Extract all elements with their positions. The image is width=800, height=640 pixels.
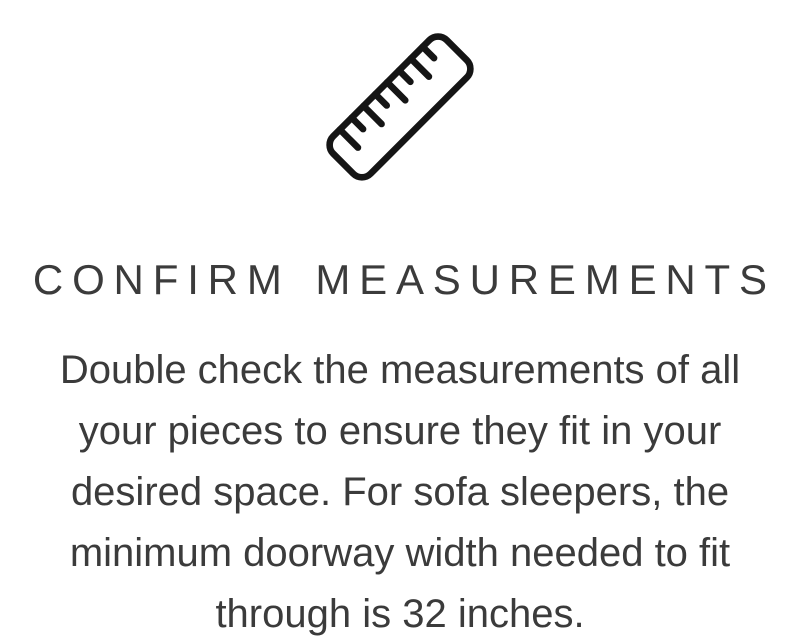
- section-title: CONFIRM MEASUREMENTS: [32, 256, 776, 303]
- description-line: minimum doorway width needed to fit: [69, 531, 731, 575]
- section-description: [0, 340, 800, 640]
- description-line: Double check the measurements of all: [59, 348, 741, 392]
- ruler-icon: [315, 20, 485, 190]
- ruler-icon-container: [0, 0, 800, 190]
- description-line: through is 32 inches.: [215, 592, 585, 636]
- description-line: your pieces to ensure they fit in your: [78, 409, 722, 453]
- description-line: desired space. For sofa sleepers, the: [70, 470, 730, 514]
